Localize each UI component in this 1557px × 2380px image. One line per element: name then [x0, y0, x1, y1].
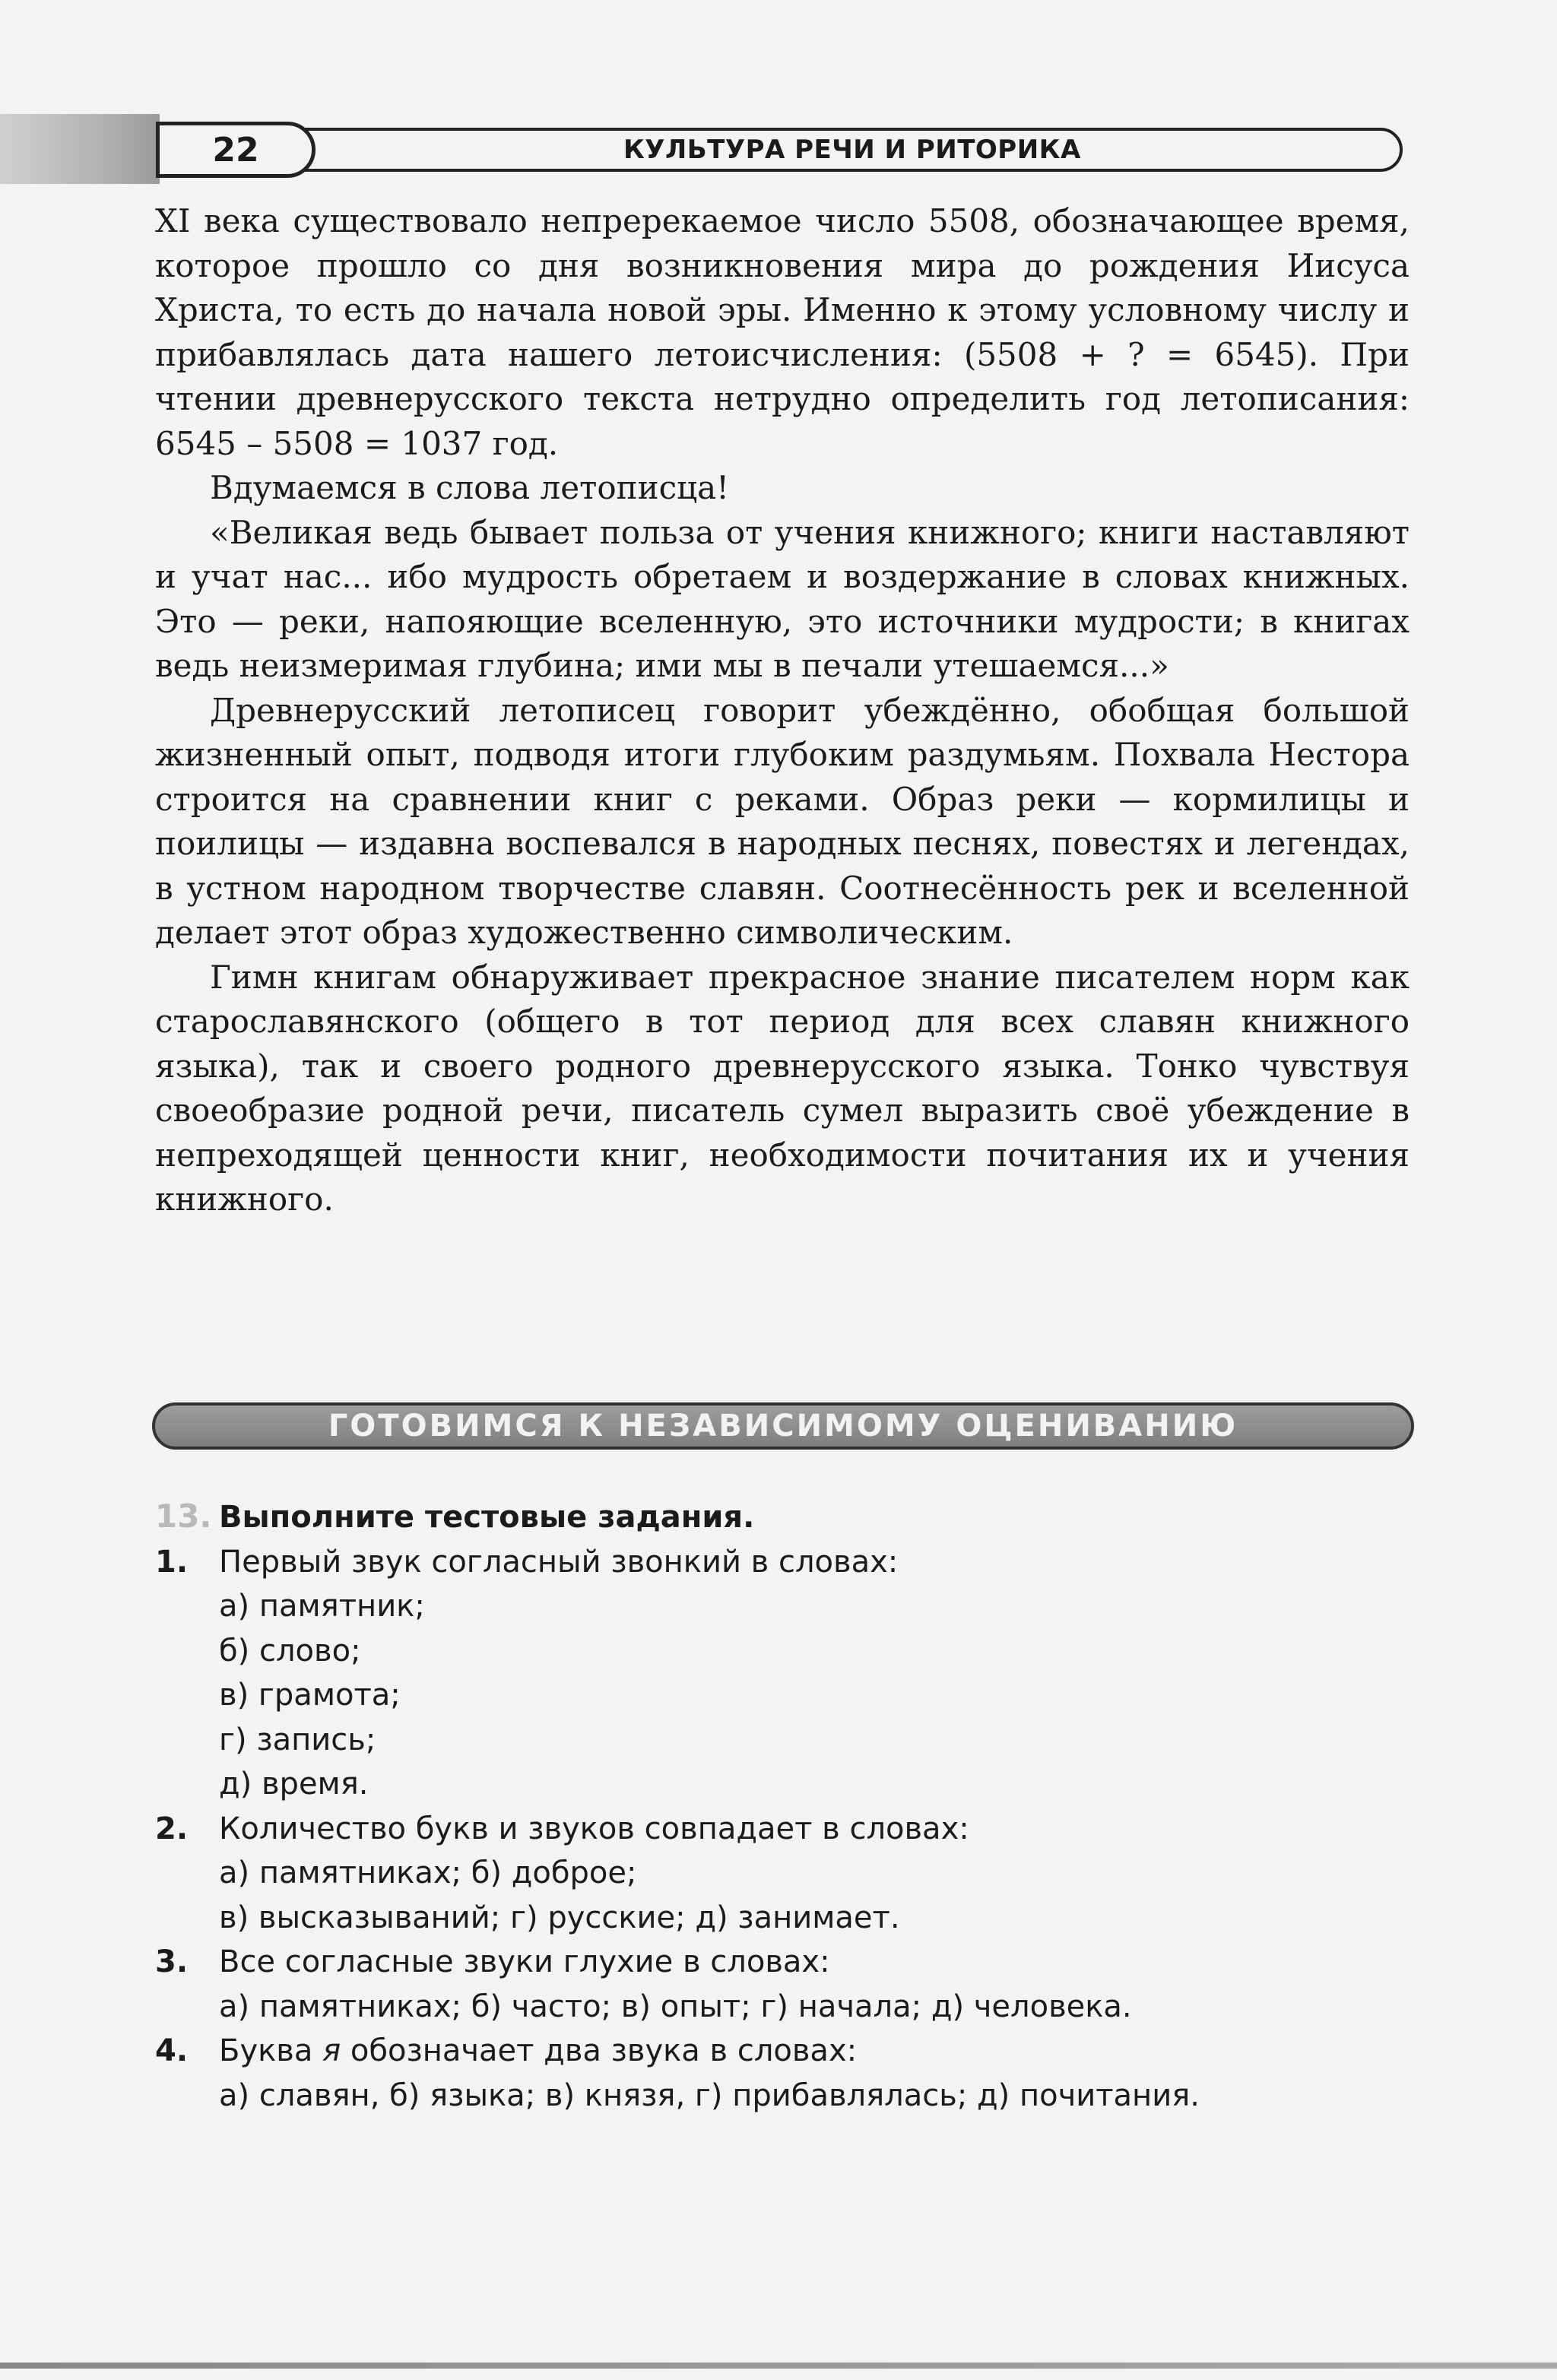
answer-option: а) славян, б) языка; в) князя, г) прибавлялась; д) почитания. — [219, 2077, 1200, 2113]
paragraph-2: Вдумаемся в слова летописца! — [210, 469, 730, 506]
question-text — [219, 2029, 1200, 2074]
question-number: 1. — [155, 1544, 189, 1580]
question-letter: я — [322, 2033, 341, 2068]
question-number: 4. — [155, 2033, 189, 2068]
exercise-title: Выполните тестовые задания. — [219, 1500, 755, 1535]
exercise — [155, 1494, 1410, 2118]
answer-option: в) грамота; — [219, 1678, 401, 1713]
question-text-start: Буква — [219, 2033, 323, 2068]
question-4 — [155, 2029, 1410, 2118]
paragraph-1: XI века существовало непререкаемое число 5508, обозначающее время, которое прошло со дня возникновения мира до рождения Иисуса Христа, то есть до начала новой эры. Именно к этому условному числу и прибавлялась дата нашего летоисчисления: (5508 + ? = 6545). При чтении древнерусского текста нетрудно определить год летописания: 6545 – 5508 = 1037 год. — [155, 202, 1410, 462]
header-shade — [0, 114, 160, 184]
answer-option: д) время. — [219, 1767, 369, 1802]
question-text: Первый звук согласный звонкий в словах: — [219, 1544, 899, 1580]
question-body — [219, 1807, 969, 1941]
question-body — [219, 1940, 1132, 2029]
paragraph-4: Древнерусский летописец говорит убеждённо, обобщая большой жизненный опыт, подводя итоги глубоким раздумьям. Похвала Нестора строится на сравнении книг с реками. Образ реки — кормилицы и поилицы — издавна воспевался в народных песнях, повестях и легендах, в устном народном творчестве славян. Соотнесённость рек и вселенной делает этот образ художественно символическим. — [155, 691, 1410, 951]
question-body — [219, 1540, 898, 1807]
section-banner-text: ГОТОВИМСЯ К НЕЗАВИСИМОМУ ОЦЕНИВАНИЮ — [328, 1409, 1238, 1444]
page-number — [156, 122, 316, 178]
question-1 — [155, 1540, 1410, 1807]
running-title-text: КУЛЬТУРА РЕЧИ И РИТОРИКА — [623, 135, 1081, 165]
question-text: Все согласные звуки глухие в словах: — [219, 1944, 830, 1979]
question-body — [219, 2029, 1200, 2118]
question-number: 2. — [155, 1811, 189, 1846]
running-title — [623, 131, 1095, 169]
question-2 — [155, 1807, 1410, 1941]
section-banner — [152, 1402, 1414, 1450]
footer-line — [0, 2363, 1557, 2369]
question-text: Количество букв и звуков совпадает в словах: — [219, 1811, 969, 1846]
answer-option: а) памятниках; б) часто; в) опыт; г) начала; д) человека. — [219, 1989, 1132, 2024]
body-text — [155, 199, 1410, 1222]
question-number: 3. — [155, 1944, 189, 1979]
answer-option: в) высказываний; г) русские; д) занимает. — [219, 1900, 900, 1935]
answer-option: г) запись; — [219, 1722, 376, 1757]
question-text-end: обозначает два звука в словах: — [341, 2033, 858, 2068]
page-number-text: 22 — [212, 130, 259, 170]
answer-option: а) памятниках; б) доброе; — [219, 1856, 637, 1890]
answer-option: б) слово; — [219, 1633, 361, 1669]
answer-option: а) памятник; — [219, 1589, 425, 1624]
paragraph-3-quote: «Великая ведь бывает польза от учения книжного; книги наставляют и учат нас... ибо мудрость обретаем и воздержание в словах книжных. Это — реки, напояющие вселенную, это источники мудрости; в книгах ведь неизмеримая глубина; ими мы в печали утешаемся...» — [155, 513, 1410, 684]
exercise-number: 13. — [155, 1497, 212, 1535]
paragraph-5: Гимн книгам обнаруживает прекрасное знание писателем норм как старославянского (общего в тот период для всех славян книжного языка), так и своего родного древнерусского языка. Тонко чувствуя своеобразие родной речи, писатель сумел выразить своё убеждение в непреходящей ценности книг, необходимости почитания их и учения книжного. — [155, 958, 1410, 1218]
question-3 — [155, 1940, 1410, 2029]
exercise-header — [155, 1494, 1410, 1540]
